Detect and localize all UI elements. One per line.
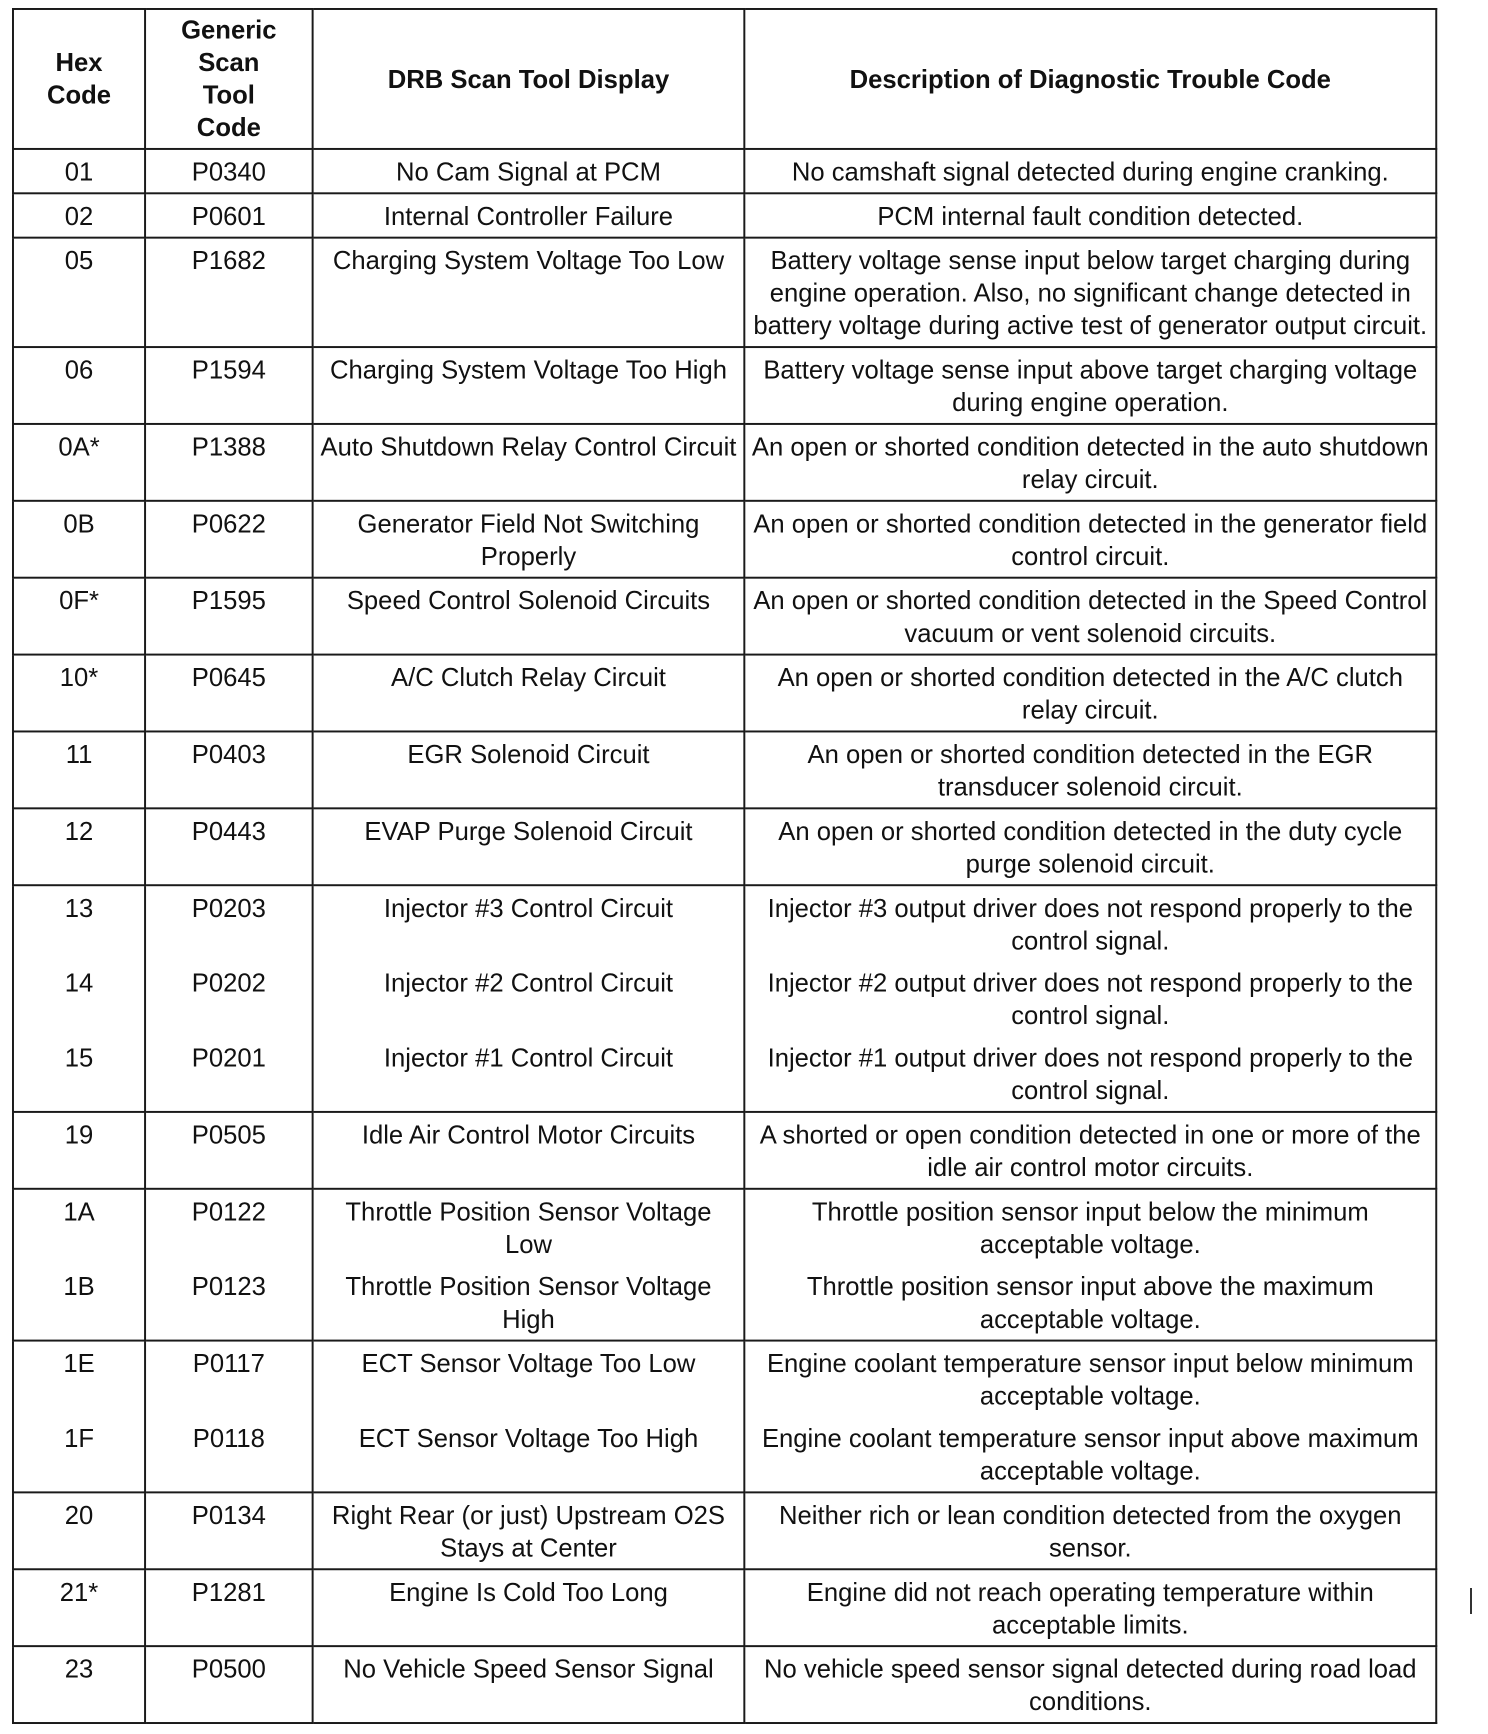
cell-drb-display-text: Auto Shutdown Relay Control Circuit xyxy=(320,431,737,462)
cell-hex-code-text: 11 xyxy=(65,739,93,769)
cell-description-text: Engine coolant temperature sensor input above maximum acceptable voltage. xyxy=(761,1423,1419,1486)
cell-description-text: Battery voltage sense input above target charging voltage during engine operation. xyxy=(763,354,1418,418)
cell-description-text: Injector #1 output driver does not respond properly to the control signal. xyxy=(767,1042,1413,1106)
cell-drb-display-text: Speed Control Solenoid Circuits xyxy=(346,585,711,616)
cell-drb-display xyxy=(313,655,745,732)
cell-generic-code xyxy=(145,1646,313,1723)
cell-drb-display-text: Injector #2 Control Circuit xyxy=(383,968,674,998)
cell-description xyxy=(744,501,1436,578)
table-row xyxy=(13,885,1436,1112)
cell-drb-display xyxy=(313,1112,745,1189)
cell-generic-code-text: P0117 xyxy=(192,1348,265,1379)
cell-drb-display xyxy=(313,424,745,501)
cell-drb-display-text: Injector #3 Control Circuit xyxy=(383,893,674,923)
cell-drb-display xyxy=(313,731,745,808)
cell-drb-display-text: Charging System Voltage Too High xyxy=(329,354,727,385)
cell-generic-code-text: P0500 xyxy=(191,1654,266,1684)
cell-hex-code-text: 01 xyxy=(64,156,94,187)
cell-drb-display xyxy=(313,1646,745,1723)
cell-hex-code xyxy=(13,1341,145,1493)
cell-description xyxy=(744,1492,1436,1569)
cell-hex-code-text: 13 xyxy=(64,893,94,923)
cell-drb-display xyxy=(313,808,745,885)
table-row xyxy=(13,149,1436,193)
cell-generic-code xyxy=(145,238,313,347)
cell-generic-code-text: P0203 xyxy=(191,893,266,923)
cell-description xyxy=(744,808,1436,885)
cell-description xyxy=(744,1112,1436,1189)
cell-drb-display-text: EGR Solenoid Circuit xyxy=(407,739,650,769)
cell-hex-code xyxy=(13,424,145,501)
cell-generic-code xyxy=(145,808,313,885)
cell-description-text: Neither rich or lean condition detected from the oxygen sensor. xyxy=(779,1500,1402,1563)
cell-drb-display xyxy=(313,193,745,237)
cell-drb-display-text: EVAP Purge Solenoid Circuit xyxy=(364,816,693,846)
cell-description-text: Battery voltage sense input below target charging during engine operation. Also, no significant change detected in battery voltage during active test of generator output circuit. xyxy=(753,245,1428,341)
cell-drb-display xyxy=(313,1492,745,1569)
cell-hex-code-text: 14 xyxy=(64,968,94,998)
cell-hex-code xyxy=(13,885,145,1112)
cell-generic-code-text: P0505 xyxy=(191,1119,266,1150)
cell-drb-display xyxy=(313,347,745,424)
cell-hex-code-text: 12 xyxy=(64,816,94,846)
cell-hex-code-text: 19 xyxy=(64,1119,94,1150)
cell-generic-code xyxy=(145,1189,313,1341)
cell-description-text: An open or shorted condition detected in the auto shutdown relay circuit. xyxy=(751,431,1429,494)
dtc-table xyxy=(12,8,1437,1724)
cell-description-text: An open or shorted condition detected in the generator field control circuit. xyxy=(753,508,1428,571)
cell-generic-code-text: P0622 xyxy=(191,508,266,539)
cell-generic-code xyxy=(145,1569,313,1646)
cell-generic-code-text: P0134 xyxy=(191,1500,266,1530)
cell-hex-code xyxy=(13,1492,145,1569)
table-row xyxy=(13,1112,1436,1189)
cell-description xyxy=(744,1569,1436,1646)
cell-generic-code-text: P1595 xyxy=(191,585,266,616)
cell-generic-code xyxy=(145,885,313,1112)
table-row xyxy=(13,424,1436,501)
cell-hex-code xyxy=(13,1569,145,1646)
cell-generic-code xyxy=(145,347,313,424)
cell-hex-code-text: 1E xyxy=(63,1348,95,1379)
table-row xyxy=(13,808,1436,885)
cell-generic-code xyxy=(145,731,313,808)
cell-generic-code-text: P0443 xyxy=(191,816,266,846)
cell-generic-code-text: P0403 xyxy=(191,739,266,769)
cell-description-text: An open or shorted condition detected in the duty cycle purge solenoid circuit. xyxy=(778,816,1403,879)
cell-generic-code-text: P0122 xyxy=(191,1196,266,1227)
cell-description-text: An open or shorted condition detected in the EGR transducer solenoid circuit. xyxy=(807,739,1374,802)
cell-description xyxy=(744,149,1436,193)
cell-hex-code-text: 21* xyxy=(59,1577,99,1607)
cell-hex-code xyxy=(13,501,145,578)
cell-hex-code xyxy=(13,193,145,237)
cell-hex-code-text: 20 xyxy=(64,1500,94,1530)
cell-drb-display xyxy=(313,578,745,655)
cell-drb-display-text: Injector #1 Control Circuit xyxy=(383,1042,674,1073)
cell-generic-code xyxy=(145,193,313,237)
cell-description xyxy=(744,731,1436,808)
cell-drb-display xyxy=(313,238,745,347)
cell-description-text: Throttle position sensor input above the maximum acceptable voltage. xyxy=(806,1271,1374,1334)
cell-description-text: A shorted or open condition detected in one or more of the idle air control motor circuits. xyxy=(759,1119,1421,1182)
cell-generic-code-text: P1388 xyxy=(191,431,266,462)
header-generic-scan-tool-code: Generic Scan Tool Code xyxy=(145,9,313,149)
cell-drb-display xyxy=(313,885,745,1112)
cell-description-text: No vehicle speed sensor signal detected during road load conditions. xyxy=(764,1654,1417,1717)
cell-generic-code-text: P1281 xyxy=(191,1577,266,1607)
cell-generic-code-text: P1682 xyxy=(191,245,266,276)
header-row xyxy=(13,9,1436,149)
cell-drb-display-text: No Vehicle Speed Sensor Signal xyxy=(343,1654,714,1684)
cell-hex-code xyxy=(13,1189,145,1341)
cell-drb-display-text: Generator Field Not Switching Properly xyxy=(357,508,700,571)
cell-description xyxy=(744,655,1436,732)
cell-description xyxy=(744,238,1436,347)
table-row xyxy=(13,193,1436,237)
cell-hex-code xyxy=(13,149,145,193)
cell-description-text: An open or shorted condition detected in the Speed Control vacuum or vent solenoid circuits. xyxy=(753,585,1428,648)
cell-description xyxy=(744,424,1436,501)
table-row xyxy=(13,238,1436,347)
cell-hex-code xyxy=(13,655,145,732)
cell-hex-code-text: 10* xyxy=(59,662,99,693)
table-row xyxy=(13,655,1436,732)
cell-generic-code-text: P0123 xyxy=(191,1271,266,1302)
cell-generic-code xyxy=(145,1341,313,1493)
cell-drb-display-text: Internal Controller Failure xyxy=(383,201,674,231)
table-row xyxy=(13,1492,1436,1569)
cell-description-text: An open or shorted condition detected in the A/C clutch relay circuit. xyxy=(777,662,1404,725)
cell-drb-display-text: ECT Sensor Voltage Too High xyxy=(358,1423,699,1453)
scan-edge-mark xyxy=(1470,1588,1472,1614)
cell-hex-code-text: 23 xyxy=(64,1654,94,1684)
cell-hex-code xyxy=(13,1112,145,1189)
cell-hex-code-text: 0B xyxy=(63,508,95,539)
cell-description xyxy=(744,347,1436,424)
cell-generic-code xyxy=(145,1112,313,1189)
cell-hex-code xyxy=(13,347,145,424)
cell-description-text: Engine did not reach operating temperature within acceptable limits. xyxy=(806,1577,1374,1640)
cell-hex-code xyxy=(13,238,145,347)
cell-drb-display xyxy=(313,149,745,193)
cell-description-text: Injector #2 output driver does not respond properly to the control signal. xyxy=(767,968,1413,1031)
cell-description xyxy=(744,193,1436,237)
dtc-table-sheet xyxy=(12,8,1456,1724)
cell-hex-code-text: 0F* xyxy=(59,585,99,616)
cell-generic-code-text: P0201 xyxy=(191,1042,266,1073)
cell-hex-code-text: 06 xyxy=(64,354,94,385)
table-row xyxy=(13,1569,1436,1646)
cell-hex-code-text: 15 xyxy=(64,1042,94,1073)
cell-description-text: Throttle position sensor input below the minimum acceptable voltage. xyxy=(811,1196,1369,1259)
cell-generic-code xyxy=(145,1492,313,1569)
header-description: Description of Diagnostic Trouble Code xyxy=(744,9,1436,149)
cell-drb-display xyxy=(313,1569,745,1646)
cell-generic-code-text: P0118 xyxy=(192,1423,265,1453)
cell-drb-display xyxy=(313,1341,745,1493)
header-hex-code: Hex Code xyxy=(13,9,145,149)
cell-generic-code-text: P0645 xyxy=(191,662,266,693)
table-row xyxy=(13,731,1436,808)
cell-hex-code-text: 0A* xyxy=(58,431,100,462)
table-row xyxy=(13,578,1436,655)
cell-description xyxy=(744,1189,1436,1341)
cell-generic-code-text: P0601 xyxy=(191,201,266,231)
table-body xyxy=(13,149,1436,1723)
cell-hex-code xyxy=(13,1646,145,1723)
cell-hex-code-text: 02 xyxy=(64,201,94,231)
table-row xyxy=(13,347,1436,424)
cell-generic-code xyxy=(145,655,313,732)
table-row xyxy=(13,1189,1436,1341)
cell-drb-display xyxy=(313,501,745,578)
cell-drb-display-text: Throttle Position Sensor Voltage High xyxy=(345,1271,712,1334)
cell-drb-display-text: Charging System Voltage Too Low xyxy=(332,245,725,276)
cell-description xyxy=(744,1646,1436,1723)
cell-drb-display xyxy=(313,1189,745,1341)
cell-description xyxy=(744,1341,1436,1493)
cell-generic-code xyxy=(145,149,313,193)
cell-hex-code-text: 1B xyxy=(63,1271,95,1302)
cell-generic-code-text: P0202 xyxy=(191,968,266,998)
cell-hex-code-text: 05 xyxy=(64,245,94,276)
cell-hex-code xyxy=(13,731,145,808)
cell-drb-display-text: ECT Sensor Voltage Too Low xyxy=(361,1348,696,1379)
cell-drb-display-text: Idle Air Control Motor Circuits xyxy=(361,1119,696,1150)
cell-hex-code-text: 1F xyxy=(64,1423,94,1453)
cell-description-text: Injector #3 output driver does not respond properly to the control signal. xyxy=(767,893,1413,956)
cell-description-text: PCM internal fault condition detected. xyxy=(877,201,1304,231)
cell-drb-display-text: Throttle Position Sensor Voltage Low xyxy=(345,1196,712,1259)
header-drb-scan-tool-display: DRB Scan Tool Display xyxy=(313,9,745,149)
table-row xyxy=(13,1646,1436,1723)
cell-description-text: Engine coolant temperature sensor input below minimum acceptable voltage. xyxy=(766,1348,1414,1411)
cell-drb-display-text: No Cam Signal at PCM xyxy=(396,156,661,187)
cell-drb-display-text: A/C Clutch Relay Circuit xyxy=(391,662,666,693)
cell-hex-code-text: 1A xyxy=(63,1196,95,1227)
cell-generic-code-text: P1594 xyxy=(191,354,266,385)
cell-generic-code xyxy=(145,578,313,655)
cell-drb-display-text: Engine Is Cold Too Long xyxy=(389,1577,668,1607)
cell-hex-code xyxy=(13,808,145,885)
cell-description-text: No camshaft signal detected during engine cranking. xyxy=(791,156,1389,187)
cell-hex-code xyxy=(13,578,145,655)
table-row xyxy=(13,1341,1436,1493)
cell-generic-code xyxy=(145,501,313,578)
table-row xyxy=(13,501,1436,578)
cell-generic-code-text: P0340 xyxy=(191,156,266,187)
cell-description xyxy=(744,578,1436,655)
cell-description xyxy=(744,885,1436,1112)
cell-drb-display-text: Right Rear (or just) Upstream O2S Stays at Center xyxy=(331,1500,726,1563)
cell-generic-code xyxy=(145,424,313,501)
